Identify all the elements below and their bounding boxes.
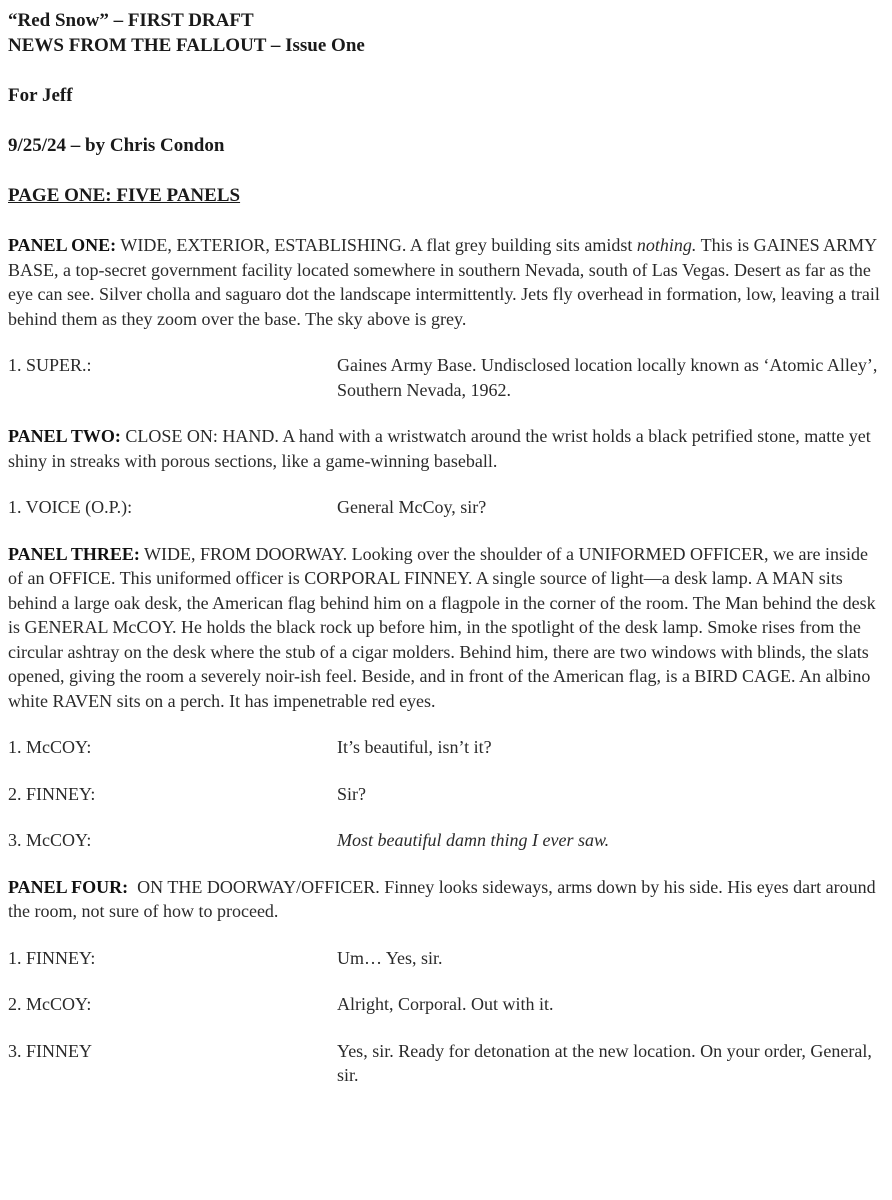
- dialogue-text: General McCoy, sir?: [337, 497, 487, 517]
- speaker: 1. McCOY:: [8, 737, 92, 757]
- dialogue-text: Alright, Corporal. Out with it.: [337, 994, 554, 1014]
- panel-four-text: ON THE DOORWAY/OFFICER. Finney looks sideways, arms down by his side. His eyes dart around the room, not sure of how to proceed.: [8, 876, 881, 921]
- panel-one-text: WIDE, EXTERIOR, ESTABLISHING. A flat grey building sits amidst: [116, 235, 637, 255]
- script-title: “Red Snow” – FIRST DRAFT: [8, 10, 254, 31]
- dialogue-line: [8, 992, 880, 1017]
- panel-four-description: [8, 875, 880, 924]
- panel-one-emphasis: nothing.: [636, 235, 697, 255]
- dialogue-line: [8, 1039, 880, 1088]
- panel-one-description: [8, 233, 880, 331]
- dialogue-line: [8, 495, 880, 520]
- series-title: NEWS FROM THE FALLOUT – Issue One: [8, 35, 365, 56]
- panel-one-label: PANEL ONE:: [8, 235, 117, 255]
- panel-two-description: [8, 424, 880, 473]
- panel-two-label: PANEL TWO:: [8, 426, 121, 446]
- dialogue-line: [8, 782, 880, 807]
- dialogue-text: It’s beautiful, isn’t it?: [337, 737, 492, 757]
- speaker: 1. SUPER.:: [8, 355, 92, 375]
- speaker: 2. McCOY:: [8, 994, 92, 1014]
- panel-three-description: [8, 542, 880, 714]
- script-page: [8, 8, 880, 1088]
- speaker: 3. McCOY:: [8, 830, 92, 850]
- dialogue-text: Gaines Army Base. Undisclosed location locally known as ‘Atomic Alley’, Southern Nevada, 1962.: [337, 355, 878, 400]
- dedication: For Jeff: [8, 85, 73, 106]
- dialogue-text: Sir?: [337, 783, 366, 804]
- dialogue-text: Yes, sir. Ready for detonation at the new location. On your order, General, sir.: [337, 1040, 872, 1085]
- speaker: 1. FINNEY:: [8, 947, 96, 968]
- dialogue-line: [8, 828, 880, 853]
- dialogue-text: Um… Yes, sir.: [337, 947, 443, 968]
- speaker: 3. FINNEY: [8, 1040, 92, 1061]
- panel-four-label: PANEL FOUR:: [8, 876, 129, 897]
- dialogue-line: [8, 353, 880, 402]
- byline: 9/25/24 – by Chris Condon: [8, 135, 225, 156]
- panel-two-text: CLOSE ON: HAND. A hand with a wristwatch around the wrist holds a black petrified stone, matte yet shiny in streaks with porous sections, like a game-winning baseball.: [8, 426, 871, 471]
- page-heading: PAGE ONE: FIVE PANELS: [8, 185, 241, 206]
- speaker: 2. FINNEY:: [8, 783, 96, 804]
- panel-three-label: PANEL THREE:: [8, 543, 140, 564]
- panel-one-text-cont: This is GAINES ARMY BASE, a top-secret government facility located somewhere in southern Nevada, south of Las Vegas. Desert as far as the eye can see. Silver cholla and saguaro dot the landscape intermittently. Jets fly overhead in formation, low, leaving a trail behind them as they zoom over the base. The sky above is grey.: [8, 235, 880, 329]
- dialogue-line: [8, 946, 880, 971]
- speaker: 1. VOICE (O.P.):: [8, 497, 133, 517]
- panel-three-text: WIDE, FROM DOORWAY. Looking over the shoulder of a UNIFORMED OFFICER, we are inside of an OFFICE. This uniformed officer is CORPORAL FINNEY. A single source of light—a desk lamp. A MAN sits behind a large oak desk, the American flag behind him on a flagpole in the corner of the room. The Man behind the desk is GENERAL McCOY. He holds the black rock up before him, in the spotlight of the desk lamp. Smoke rises from the circular ashtray on the desk where the stub of a cigar molders. Behind him, there are two windows with blinds, the slats opened, giving the room a severely noir-ish feel. Beside, and in front of the American flag, is a BIRD CAGE. An albino white RAVEN sits on a perch. It has impenetrable red eyes.: [8, 543, 876, 711]
- dialogue-text: Most beautiful damn thing I ever saw.: [337, 830, 610, 850]
- dialogue-line: [8, 735, 880, 760]
